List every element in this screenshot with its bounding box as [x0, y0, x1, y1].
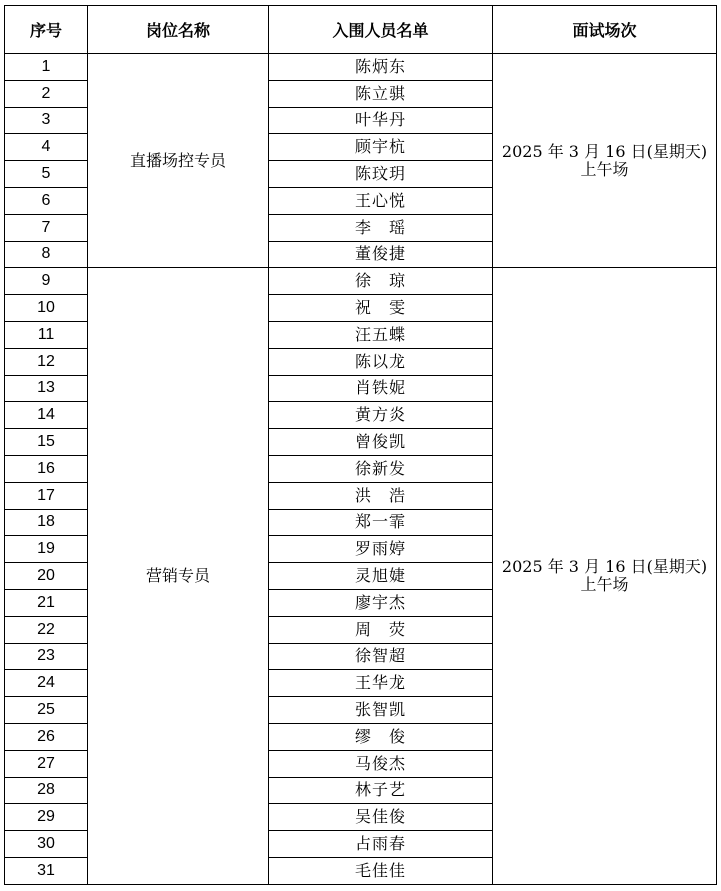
row-index: 7 [5, 214, 88, 241]
row-index: 9 [5, 268, 88, 295]
candidate-name: 肖铁妮 [269, 375, 493, 402]
table-row [5, 54, 717, 81]
candidate-name: 汪五蝶 [269, 321, 493, 348]
candidate-name: 徐智超 [269, 643, 493, 670]
row-index: 19 [5, 536, 88, 563]
candidate-name: 曾俊凯 [269, 429, 493, 456]
session-date: 2025 年 3 月 16 日(星期天) [501, 557, 708, 577]
table-row [5, 268, 717, 295]
candidate-name: 吴佳俊 [269, 804, 493, 831]
row-index: 4 [5, 134, 88, 161]
candidate-name: 廖宇杰 [269, 589, 493, 616]
row-index: 29 [5, 804, 88, 831]
header-position: 岗位名称 [88, 6, 269, 54]
row-index: 22 [5, 616, 88, 643]
position-name-cell: 营销专员 [88, 268, 269, 884]
row-index: 3 [5, 107, 88, 134]
row-index: 21 [5, 589, 88, 616]
candidate-name: 徐新发 [269, 455, 493, 482]
row-index: 18 [5, 509, 88, 536]
row-index: 17 [5, 482, 88, 509]
row-index: 13 [5, 375, 88, 402]
candidate-name: 陈玟玥 [269, 161, 493, 188]
candidate-name: 缪 俊 [269, 723, 493, 750]
header-candidates: 入围人员名单 [269, 6, 493, 54]
candidate-name: 黄方炎 [269, 402, 493, 429]
candidate-name: 徐 琼 [269, 268, 493, 295]
candidate-roster-table [4, 5, 717, 885]
header-index: 序号 [5, 6, 88, 54]
candidate-name: 周 荧 [269, 616, 493, 643]
session-period: 上午场 [580, 159, 629, 179]
row-index: 11 [5, 321, 88, 348]
candidate-name: 叶华丹 [269, 107, 493, 134]
candidate-name: 董俊捷 [269, 241, 493, 268]
candidate-name: 王华龙 [269, 670, 493, 697]
row-index: 15 [5, 429, 88, 456]
candidate-name: 张智凯 [269, 697, 493, 724]
candidate-name: 占雨春 [269, 831, 493, 858]
row-index: 28 [5, 777, 88, 804]
position-name-cell: 直播场控专员 [88, 54, 269, 268]
row-index: 1 [5, 54, 88, 81]
candidate-name: 祝 雯 [269, 295, 493, 322]
candidate-name: 洪 浩 [269, 482, 493, 509]
row-index: 6 [5, 187, 88, 214]
row-index: 25 [5, 697, 88, 724]
candidate-name: 林子艺 [269, 777, 493, 804]
candidate-name: 陈立骐 [269, 80, 493, 107]
interview-session-cell [493, 268, 717, 884]
candidate-name: 顾宇杭 [269, 134, 493, 161]
candidate-name: 郑一霏 [269, 509, 493, 536]
row-index: 16 [5, 455, 88, 482]
header-session: 面试场次 [493, 6, 717, 54]
row-index: 2 [5, 80, 88, 107]
row-index: 8 [5, 241, 88, 268]
candidate-name: 陈以龙 [269, 348, 493, 375]
row-index: 20 [5, 563, 88, 590]
header-row [5, 6, 717, 54]
candidate-name: 马俊杰 [269, 750, 493, 777]
candidate-name: 李 瑶 [269, 214, 493, 241]
row-index: 27 [5, 750, 88, 777]
row-index: 24 [5, 670, 88, 697]
row-index: 30 [5, 831, 88, 858]
row-index: 23 [5, 643, 88, 670]
candidate-name: 灵旭婕 [269, 563, 493, 590]
row-index: 5 [5, 161, 88, 188]
candidate-name: 毛佳佳 [269, 857, 493, 884]
candidate-name: 王心悦 [269, 187, 493, 214]
interview-session-cell [493, 54, 717, 268]
row-index: 10 [5, 295, 88, 322]
roster-body [5, 54, 717, 885]
row-index: 31 [5, 857, 88, 884]
candidate-name: 罗雨婷 [269, 536, 493, 563]
row-index: 26 [5, 723, 88, 750]
row-index: 14 [5, 402, 88, 429]
session-period: 上午场 [580, 575, 629, 595]
session-date: 2025 年 3 月 16 日(星期天) [501, 141, 708, 161]
row-index: 12 [5, 348, 88, 375]
candidate-name: 陈炳东 [269, 54, 493, 81]
